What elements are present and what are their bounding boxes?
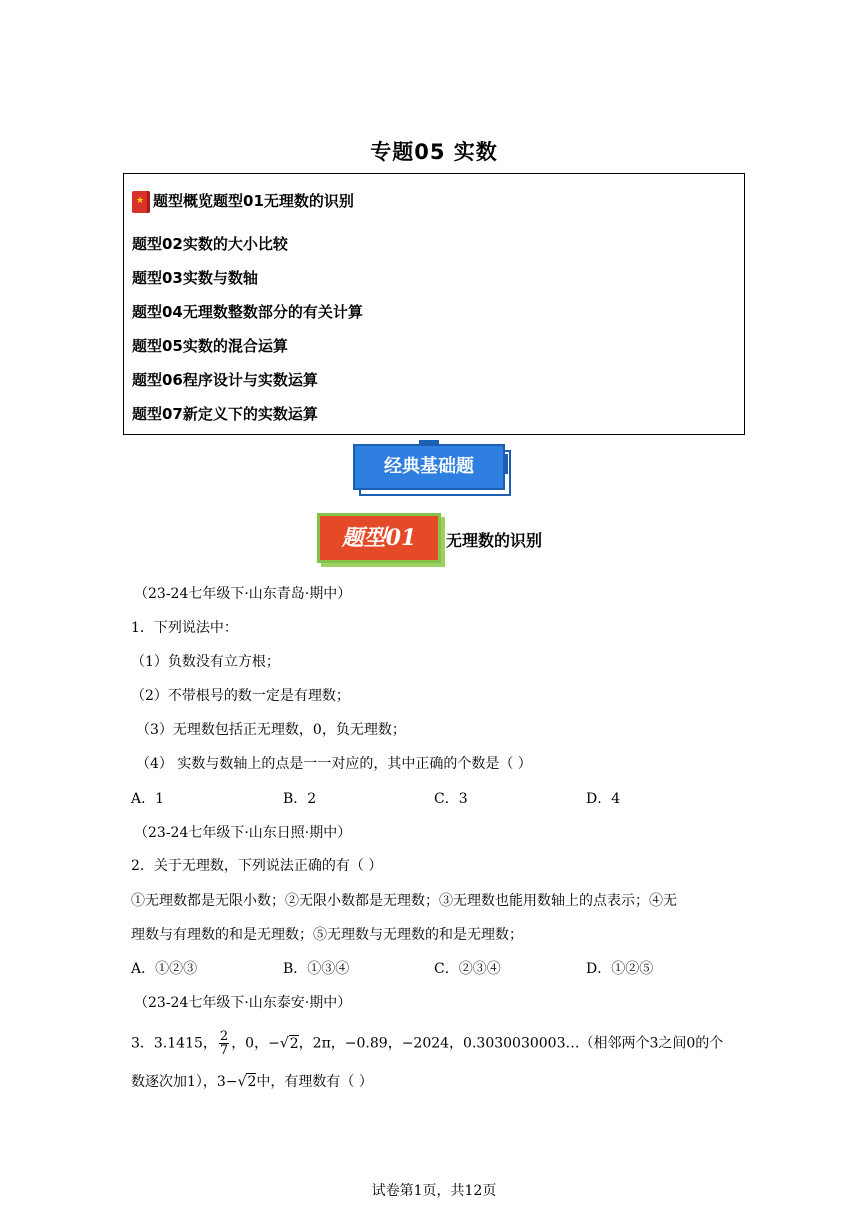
overview-line-5: 题型05实数的混合运算 <box>132 337 288 355</box>
q1-item-3: （3）无理数包括正无理数，0，负无理数； <box>136 722 406 738</box>
q1-option-a: A．1 <box>131 791 165 807</box>
fraction-2-7: $\frac{2}{7}$ <box>219 1029 229 1058</box>
overview-line-2: 题型02实数的大小比较 <box>132 235 288 253</box>
q1-item-2: （2）不带根号的数一定是有理数； <box>131 688 350 704</box>
q3-line-1: 3．3.1415， $\frac{2}{7}$ ，0，−√2，2π，−0.89，−2024，0.3030030003…（相邻两个3之间0的个 <box>131 1029 724 1058</box>
overview-line-1: ★题型概览题型01无理数的识别 <box>132 190 354 213</box>
q2-body-line-2: 理数与有理数的和是无理数；⑤无理数与无理数的和是无理数； <box>131 927 523 943</box>
q2-stem: 2．关于无理数，下列说法正确的有（ ） <box>131 858 383 874</box>
sqrt-sign: √ <box>279 1035 289 1052</box>
q2-option-c: C．②③④ <box>434 961 501 977</box>
overview-line-3: 题型03实数与数轴 <box>132 269 258 287</box>
q2-option-b: B．①③④ <box>283 961 350 977</box>
q1-option-c: C．3 <box>434 791 468 807</box>
q3-line-2: 数逐次加1），3−√2中，有理数有（ ） <box>131 1074 373 1090</box>
book-icon <box>132 191 150 213</box>
q1-option-d: D．4 <box>586 791 621 807</box>
sqrt-sign: √ <box>237 1074 247 1090</box>
q1-source: （23-24七年级下·山东青岛·期中） <box>134 586 352 602</box>
section-banner <box>353 444 517 500</box>
page-footer: 试卷第1页，共12页 <box>371 1183 497 1199</box>
q2-option-a: A．①②③ <box>131 961 198 977</box>
sqrt-2: 2 <box>247 1074 257 1090</box>
q2-body-line-1: ①无理数都是无限小数；②无限小数都是无理数；③无理数也能用数轴上的点表示；④无 <box>131 893 677 909</box>
q1-option-b: B．2 <box>283 791 317 807</box>
q2-option-d: D．①②⑤ <box>586 961 654 977</box>
q1-item-1: （1）负数没有立方根； <box>131 654 280 670</box>
overview-line-7: 题型07新定义下的实数运算 <box>132 405 318 423</box>
overview-line-4: 题型04无理数整数部分的有关计算 <box>132 303 363 321</box>
page-title: 专题05 实数 <box>370 140 498 164</box>
section-banner-label: 经典基础题 <box>353 444 505 490</box>
q3-source: （23-24七年级下·山东泰安·期中） <box>134 995 352 1011</box>
q2-source: （23-24七年级下·山东日照·期中） <box>134 825 352 841</box>
overview-line-6: 题型06程序设计与实数运算 <box>132 371 318 389</box>
overview-box <box>123 173 745 435</box>
type-tag: 题型01 <box>317 513 441 563</box>
type-label: 无理数的识别 <box>446 531 543 550</box>
q1-stem: 1．下列说法中： <box>131 620 238 636</box>
q1-item-4: （4） 实数与数轴上的点是一一对应的，其中正确的个数是（ ） <box>136 756 532 772</box>
sqrt-2: 2 <box>289 1035 299 1052</box>
